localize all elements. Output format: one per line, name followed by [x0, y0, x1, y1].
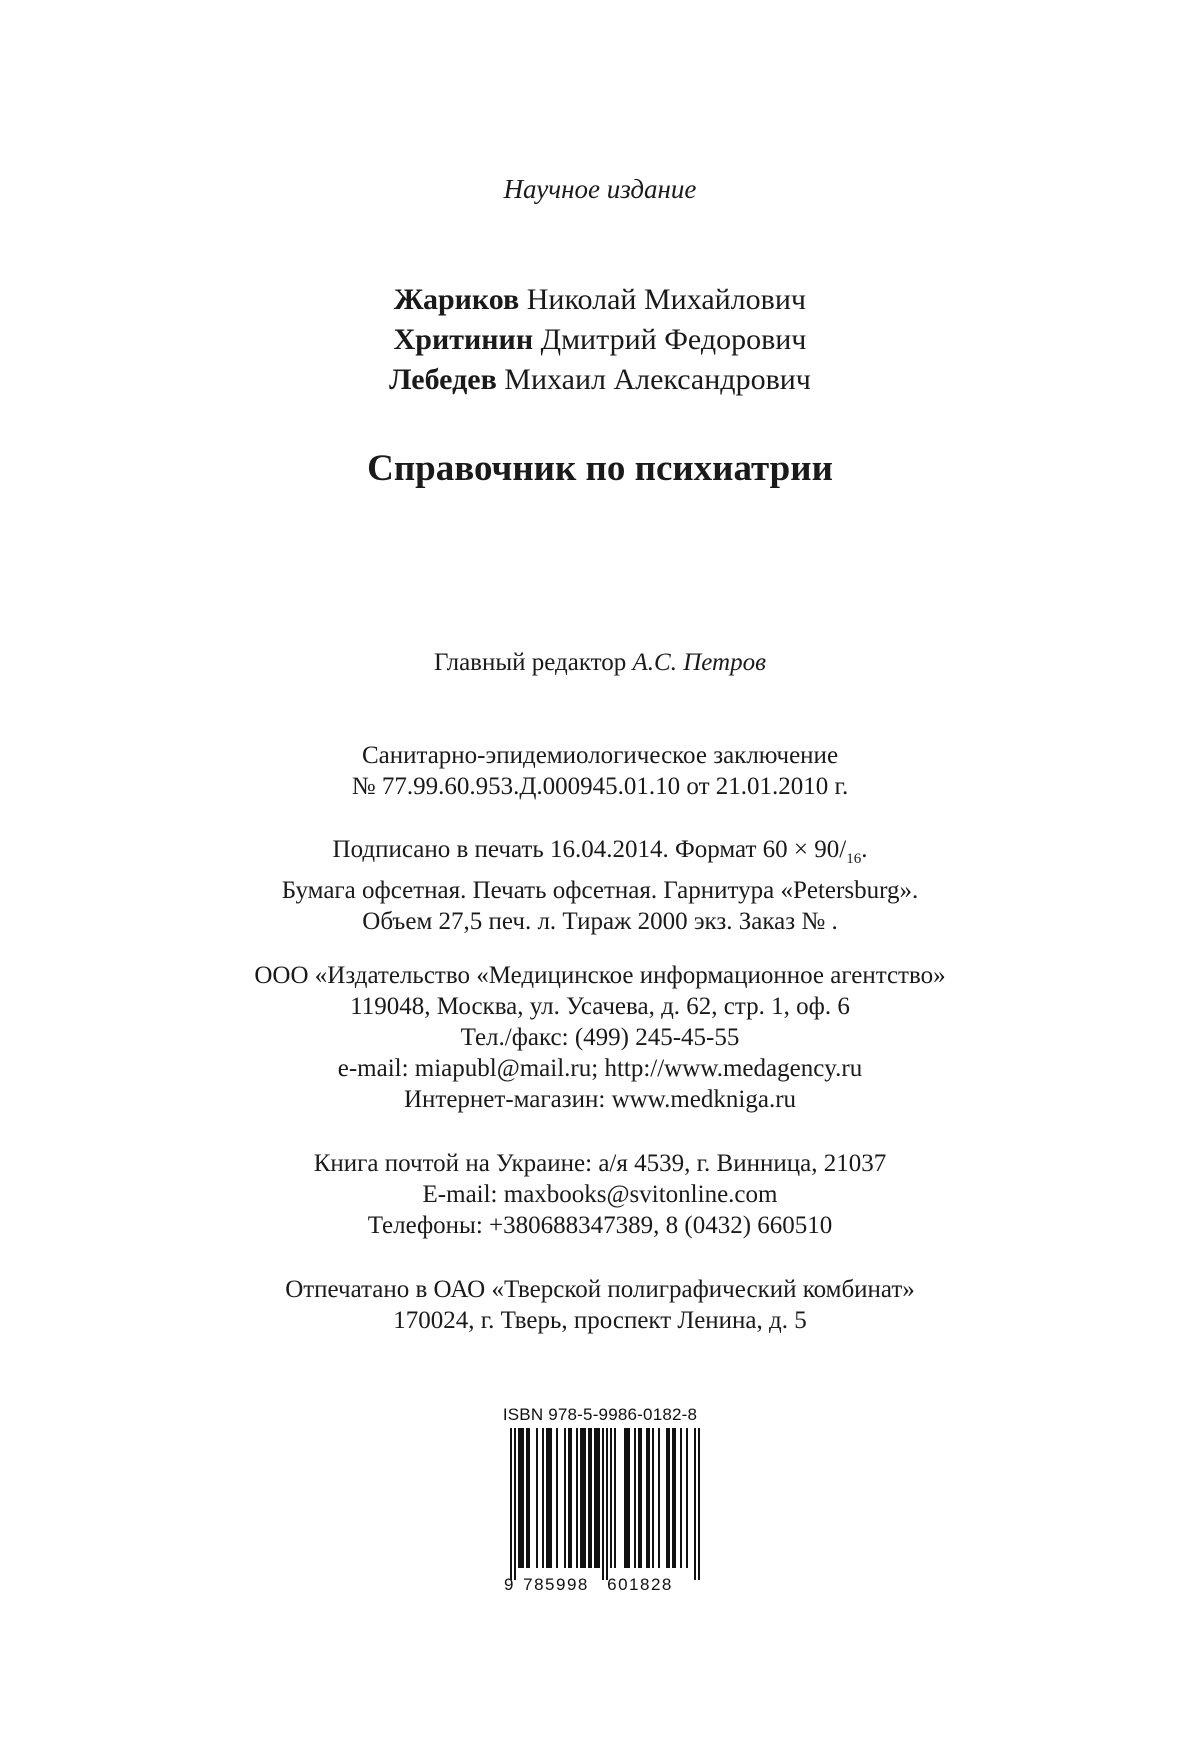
printer-info [0, 1274, 1200, 1336]
printing-line-1 [0, 834, 1200, 875]
barcode-bar [584, 1428, 586, 1568]
barcode-bar [640, 1428, 642, 1568]
barcode-bar [546, 1428, 548, 1568]
author-2 [0, 320, 1200, 360]
barcode-graphic [500, 1428, 700, 1594]
printing-format-end: . [861, 836, 868, 863]
barcode-bars [510, 1428, 700, 1580]
barcode-guard-bar [694, 1428, 696, 1580]
barcode-guard-bar [510, 1428, 512, 1580]
isbn-label: ISBN 978-5-9986-0182-8 [502, 1405, 698, 1424]
publisher-phone: Тел./факс: (499) 245-45-55 [460, 1024, 740, 1051]
publisher-info [0, 960, 1200, 1115]
author-3 [0, 360, 1200, 400]
author-given-name: Дмитрий Федорович [540, 323, 807, 356]
barcode-bar [590, 1428, 592, 1568]
barcode-bar [594, 1428, 596, 1568]
barcode-bar [564, 1428, 566, 1568]
editor-role: Главный редактор [434, 649, 627, 676]
barcode-bar [646, 1428, 648, 1568]
barcode-digit-first: 9 [504, 1575, 514, 1594]
barcode-bar [672, 1428, 674, 1568]
barcode-bar [610, 1428, 612, 1568]
isbn-barcode [500, 1405, 700, 1594]
barcode-bar [652, 1428, 654, 1568]
barcode-bar [520, 1428, 522, 1568]
barcode-bar [582, 1428, 584, 1568]
printing-details [0, 834, 1200, 937]
barcode-bar [674, 1428, 676, 1568]
barcode-bar [526, 1428, 528, 1568]
ukraine-line-1: Книга почтой на Украине: а/я 4539, г. Винница, 21037 [313, 1150, 887, 1177]
series-label-text: Научное издание [503, 174, 697, 204]
barcode-bar [624, 1428, 626, 1568]
barcode-bar [628, 1428, 630, 1568]
barcode-bar [626, 1428, 628, 1568]
author-given-name: Михаил Александрович [504, 363, 811, 396]
barcode-digits-right: 601828 [607, 1575, 673, 1594]
barcode-bar [596, 1428, 598, 1568]
barcode-bar [580, 1428, 582, 1568]
barcode-guard-bar [606, 1428, 608, 1580]
barcode-bar [648, 1428, 650, 1568]
book-title-text: Справочник по психиатрии [367, 448, 833, 489]
barcode-guard-bar [602, 1428, 604, 1580]
barcode-bar [634, 1428, 636, 1568]
series-label [0, 172, 1200, 206]
barcode-bar [666, 1428, 668, 1568]
barcode-bar [536, 1428, 538, 1568]
author-list [0, 280, 1200, 400]
ukraine-line-3: Телефоны: +380688347389, 8 (0432) 660510 [367, 1212, 833, 1239]
sanitary-line-1: Санитарно-эпидемиологическое заключение [361, 742, 839, 769]
author-surname: Лебедев [389, 363, 497, 396]
barcode-guard-bar [698, 1428, 700, 1580]
barcode-bar [518, 1428, 520, 1568]
book-title [0, 446, 1200, 492]
printing-format-text: Подписано в печать 16.04.2014. Формат 60 × 90/ [332, 836, 847, 863]
sanitary-line-2: № 77.99.60.953.Д.000945.01.10 от 21.01.2010 г. [351, 773, 849, 800]
barcode-bar [588, 1428, 590, 1568]
barcode-bar [568, 1428, 570, 1568]
author-1 [0, 280, 1200, 320]
printing-format-subscript: 16 [846, 851, 862, 867]
barcode-bar [680, 1428, 682, 1568]
publisher-name: ООО «Издательство «Медицинское информационное агентство» [254, 962, 946, 989]
printing-line-3: Объем 27,5 печ. л. Тираж 2000 экз. Заказ № . [362, 908, 838, 935]
barcode-digits-left: 785998 [523, 1575, 589, 1594]
printer-line-1: Отпечатано в ОАО «Тверской полиграфический комбинат» [285, 1276, 915, 1303]
author-surname: Хритинин [393, 323, 534, 356]
sanitary-certificate [0, 740, 1200, 802]
barcode-bar [556, 1428, 558, 1568]
barcode-guard-bar [514, 1428, 516, 1580]
barcode-bar [576, 1428, 578, 1568]
publisher-email: e-mail: miapubl@mail.ru; http://www.medagency.ru [337, 1055, 863, 1082]
author-given-name: Николай Михайлович [526, 283, 806, 316]
barcode-bar [522, 1428, 524, 1568]
publisher-address: 119048, Москва, ул. Усачева, д. 62, стр. 1, оф. 6 [350, 993, 850, 1020]
barcode-bar [542, 1428, 544, 1568]
barcode-bar [686, 1428, 688, 1568]
publisher-shop: Интернет-магазин: www.medkniga.ru [403, 1086, 797, 1113]
printing-line-2: Бумага офсетная. Печать офсетная. Гарнитура «Petersburg». [281, 877, 919, 904]
editor-line [0, 647, 1200, 679]
barcode-bar [598, 1428, 600, 1568]
ukraine-mail-order [0, 1148, 1200, 1241]
author-surname: Жариков [394, 283, 520, 316]
barcode-bar [614, 1428, 616, 1568]
ukraine-line-2: E-mail: maxbooks@svitonline.com [422, 1181, 778, 1208]
editor-name: А.С. Петров [632, 649, 766, 676]
barcode-bar [548, 1428, 550, 1568]
barcode-bar [528, 1428, 530, 1568]
barcode-bar [668, 1428, 670, 1568]
printer-line-2: 170024, г. Тверь, проспект Ленина, д. 5 [393, 1307, 807, 1334]
editor-credit [0, 647, 1200, 679]
barcode-bar [658, 1428, 660, 1568]
barcode-bar [570, 1428, 572, 1568]
barcode-bar [638, 1428, 640, 1568]
barcode-bar [550, 1428, 552, 1568]
